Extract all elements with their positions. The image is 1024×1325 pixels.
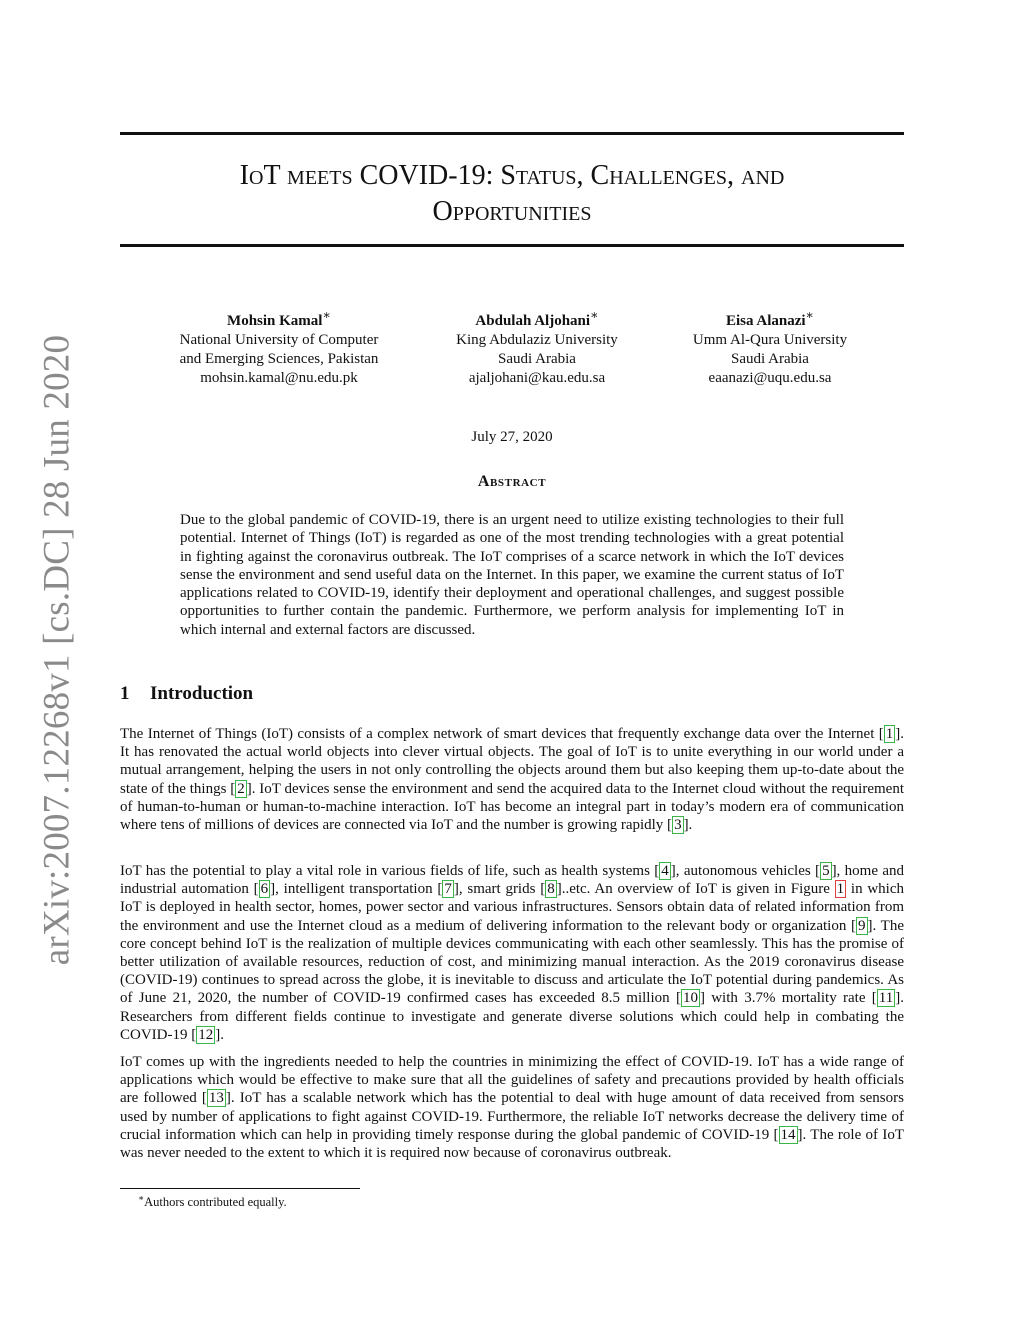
author-2	[407, 306, 667, 388]
title-top-rule	[120, 132, 904, 135]
citation-link[interactable]: 8	[547, 881, 555, 898]
text-run: in which IoT is deployed in health sector, homes, power sector and various infrastructures. Sensors obtain data of related information from the environment and use the Internet cloud as a medium of delivering information to the relevant body or organization [	[120, 881, 905, 934]
author-name: Eisa Alanazi	[725, 313, 806, 329]
citation-link[interactable]: 7	[444, 881, 452, 898]
citation-link[interactable]: 3	[674, 817, 682, 834]
text-run: IoT has the potential to play a vital role in various fields of life, such as health systems [	[120, 863, 660, 879]
author-email[interactable]: ajaljohani@kau.edu.sa	[468, 370, 606, 386]
paragraph-2	[120, 862, 904, 1044]
section-heading	[120, 683, 253, 705]
author-affiliation: Umm Al-Qura University	[692, 332, 848, 348]
footnote	[138, 1193, 287, 1210]
citation-link[interactable]: 13	[208, 1090, 224, 1107]
author-affiliation: and Emerging Sciences, Pakistan	[179, 351, 379, 367]
section-title: Introduction	[150, 683, 254, 704]
citation-link[interactable]: 11	[878, 990, 894, 1007]
author-mark: ∗	[590, 308, 599, 322]
text-run: ], smart grids [	[453, 881, 546, 898]
author-affiliation: King Abdulaziz University	[456, 332, 618, 348]
title-line-2: Opportunities	[432, 196, 592, 227]
author-affiliation: Saudi Arabia	[731, 351, 809, 367]
citation-link[interactable]: 10	[682, 990, 698, 1007]
author-affiliation: Saudi Arabia	[498, 351, 576, 367]
text-run: ].	[215, 1026, 224, 1043]
abstract-heading: Abstract	[477, 473, 547, 490]
text-run: ].	[683, 817, 693, 834]
author-name: Mohsin Kamal	[227, 313, 323, 329]
text-run: ]. The role of IoT was never needed to the extent to which it is required now because of coronavirus outbreak.	[120, 1126, 904, 1162]
text-run: ]. IoT has a scalable network which has the potential to deal with huge amount of data received from sensors used by number of applications to fight against COVID-19. Furthermore, the reliable IoT networks decrease the delivery time of crucial information which can help in providing timely response during the global pandemic of COVID-19 [	[120, 1090, 904, 1143]
paragraph-3	[120, 1053, 904, 1162]
footnote-mark: ∗	[138, 1193, 145, 1203]
abstract-text: Due to the global pandemic of COVID-19, there is an urgent need to utilize existing technologies to their full potential. Internet of Things (IoT) is regarded as one of the most trending technologies with a great potential in fighting against the coronavirus outbreak. The IoT comprises of a scarce network in which the IoT devices sense the environment and send useful data on the Internet. In this paper, we examine the current status of IoT applications related to COVID-19, identify their deployment and operational challenges, and suggest possible opportunities to further contain the pandemic. Furthermore, we perform analysis for implementing IoT in which internal and external factors are discussed.	[180, 512, 844, 638]
author-email[interactable]: eaanazi@uqu.edu.sa	[708, 370, 832, 386]
author-mark: ∗	[805, 308, 815, 322]
text-run: ]..etc. An overview of IoT is given in Figure	[556, 881, 835, 898]
citation-link[interactable]: 2	[237, 780, 245, 797]
author-affiliation: National University of Computer	[179, 332, 379, 348]
paper-title	[120, 158, 904, 230]
text-run: ], autonomous vehicles [	[670, 863, 821, 879]
author-email[interactable]: mohsin.kamal@nu.edu.pk	[200, 370, 358, 386]
footnote-text: Authors contributed equally.	[144, 1195, 287, 1210]
title-line-1: IoT meets COVID-19: Status, Challenges, and	[239, 160, 785, 191]
footnote-rule	[120, 1188, 360, 1189]
citation-link[interactable]: 1	[885, 726, 894, 742]
citation-link[interactable]: 9	[858, 917, 866, 934]
section-number: 1	[120, 683, 130, 704]
citation-link[interactable]: 14	[780, 1126, 796, 1143]
paragraph-1	[120, 725, 904, 834]
text-run: IoT comes up with the ingredients needed to help the countries in minimizing the effect of COVID-19. IoT has a wide range of applications which would be effective to make sure that all the guidelines of safety and precautions provided by health officials are followed [	[120, 1054, 904, 1107]
text-run: ], intelligent transportation [	[270, 881, 443, 898]
figure-link[interactable]: 1	[836, 881, 845, 898]
text-run: ]. IoT devices sense the environment and send the acquired data to the Internet cloud without the requirement of human-to-human or human-to-machine interaction. IoT has become an integral part in today’s modern era of communication where tens of millions of devices are connected via IoT and the number is growing rapidly [	[120, 780, 904, 834]
text-run: The Internet of Things (IoT) consists of a complex network of smart devices that frequently exchange data over the Internet [	[120, 726, 884, 742]
citation-link[interactable]: 6	[260, 881, 269, 898]
text-run: ] with 3.7% mortality rate [	[699, 990, 877, 1007]
citation-link[interactable]: 5	[822, 863, 830, 879]
text-run: ]. The core concept behind IoT is the realization of multiple devices communicating with each other seamlessly. This has the promise of better utilization of available resources, reduction of cost, and minimizing manual interaction. As the 2019 coronavirus disease (COVID-19) continues to spread across the globe, it is inevitable to discuss and articulate the IoT potential during pandemics. As of June 21, 2020, the number of COVID-19 confirmed cases has exceeded 8.5 million [	[120, 917, 904, 1007]
title-bottom-rule	[120, 244, 904, 247]
author-name: Abdulah Aljohani	[475, 313, 591, 329]
text-run: ], home and industrial automation [	[120, 863, 905, 898]
text-run: ]. It has renovated the actual world objects into clever virtual objects. The goal of IoT is to unite everything in our world under a mutual arrangement, helping the users in not only controlling the objects around them but also keeping them up-to-date about the state of the things [	[120, 726, 904, 797]
text-run: ]. Researchers from different fields continue to investigate and generate diverse solutions which could help in combating the COVID-19 [	[120, 990, 904, 1043]
arxiv-identifier: arXiv:2007.12268v1 [cs.DC] 28 Jun 2020	[36, 334, 78, 966]
citation-link[interactable]: 4	[661, 863, 669, 879]
paper-date: July 27, 2020	[471, 429, 553, 445]
author-3	[640, 306, 900, 388]
author-1	[149, 306, 409, 388]
citation-link[interactable]: 12	[198, 1026, 214, 1043]
author-mark: ∗	[322, 308, 331, 322]
